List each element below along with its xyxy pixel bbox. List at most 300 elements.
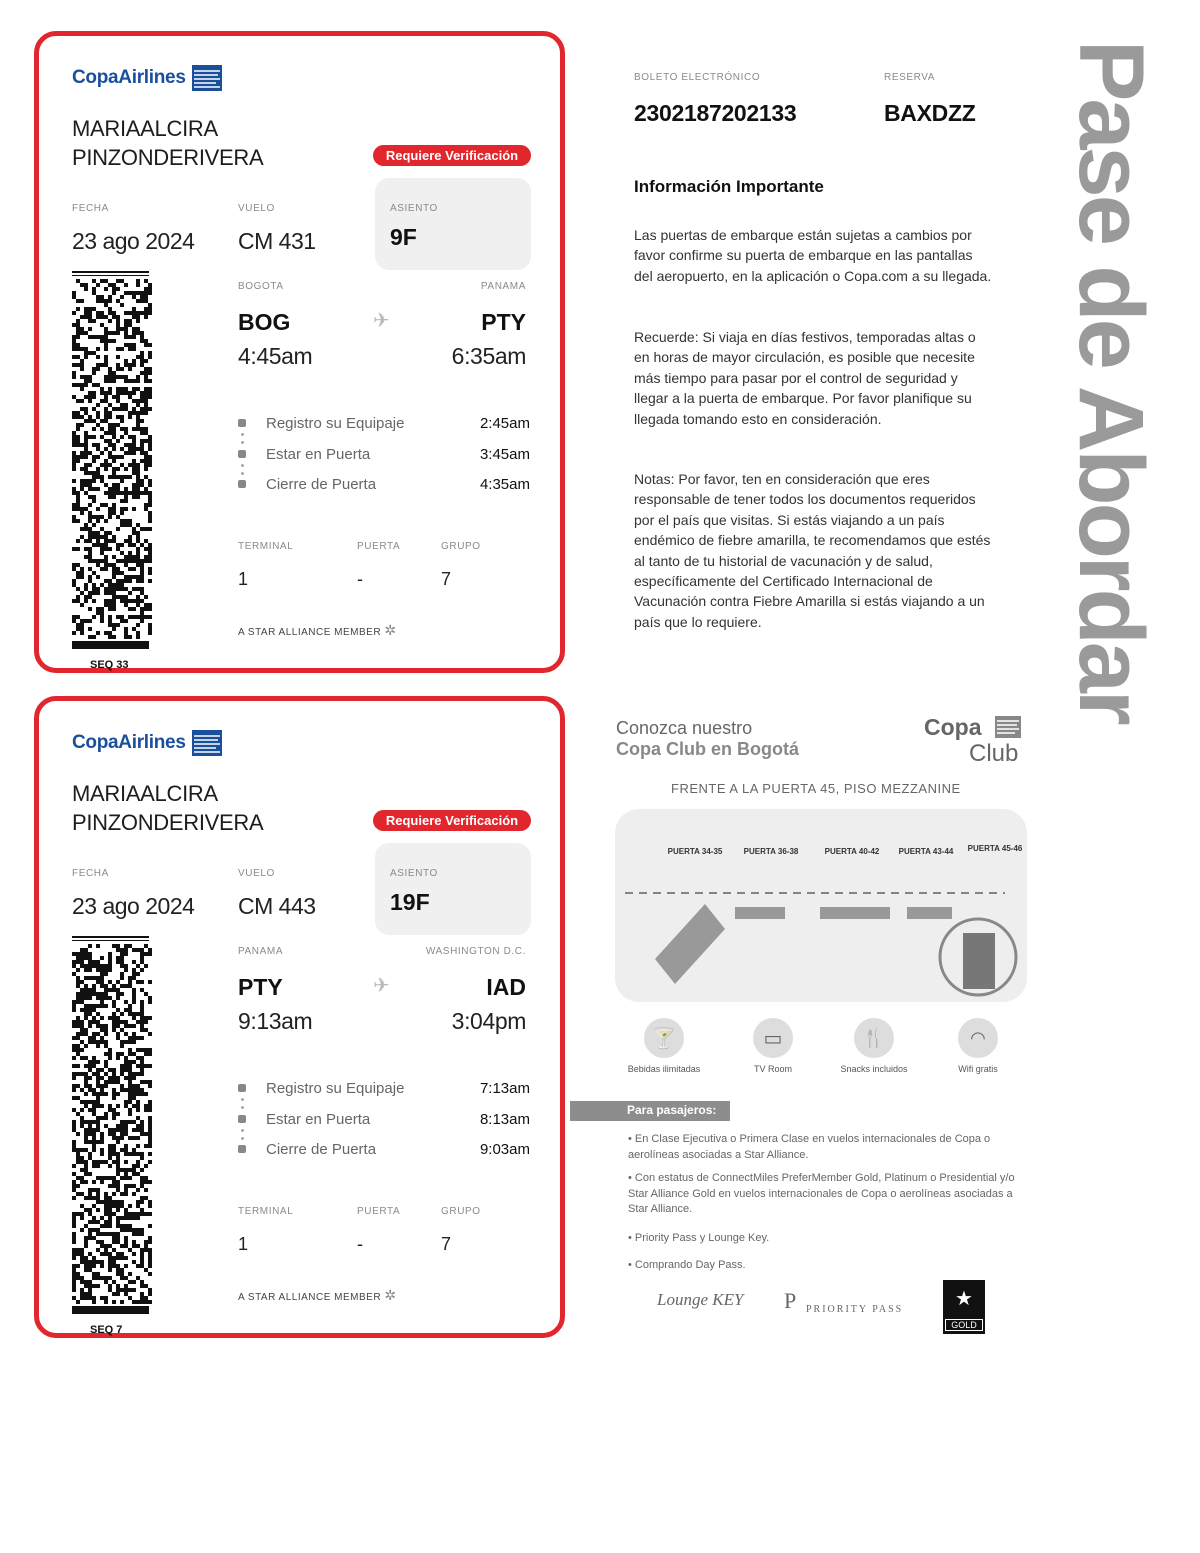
barcode-cell <box>80 443 84 447</box>
barcode-cell <box>84 948 88 952</box>
barcode-cell <box>92 984 96 988</box>
barcode-cell <box>96 1164 100 1168</box>
barcode-cell <box>148 367 152 371</box>
barcode-cell <box>140 355 144 359</box>
barcode-cell <box>88 319 92 323</box>
plane-icon: ✈ <box>373 975 390 997</box>
barcode-cell <box>88 375 92 379</box>
barcode-cell <box>128 976 132 980</box>
barcode-cell <box>104 531 108 535</box>
barcode-cell <box>140 1196 144 1200</box>
terminal-value: 1 <box>238 1234 249 1254</box>
barcode-cell <box>120 1020 124 1024</box>
barcode-cell <box>88 435 92 439</box>
barcode-cell <box>116 355 120 359</box>
barcode-cell <box>120 984 124 988</box>
barcode-cell <box>144 1108 148 1112</box>
barcode-cell <box>112 599 116 603</box>
barcode-cell <box>148 287 152 291</box>
barcode-cell <box>80 1276 84 1280</box>
barcode-cell <box>124 1244 128 1248</box>
group-value: 7 <box>441 1234 452 1254</box>
barcode-cell <box>76 1184 80 1188</box>
barcode-cell <box>96 311 100 315</box>
barcode-cell <box>72 1248 76 1252</box>
barcode-cell <box>72 439 76 443</box>
barcode-cell <box>88 1024 92 1028</box>
barcode-cell <box>116 299 120 303</box>
barcode-cell <box>72 1064 76 1068</box>
barcode-cell <box>128 1080 132 1084</box>
barcode-cell <box>104 399 108 403</box>
barcode-cell <box>116 571 120 575</box>
barcode-band <box>72 936 149 938</box>
barcode-cell <box>84 351 88 355</box>
barcode-cell <box>132 1192 136 1196</box>
barcode-cell <box>80 467 84 471</box>
barcode-cell <box>84 964 88 968</box>
barcode-cell <box>72 339 76 343</box>
barcode-cell <box>120 543 124 547</box>
barcode-cell <box>124 1120 128 1124</box>
barcode-cell <box>124 343 128 347</box>
barcode-cell <box>76 439 80 443</box>
barcode-cell <box>112 1256 116 1260</box>
barcode-cell <box>84 375 88 379</box>
barcode-cell <box>96 1044 100 1048</box>
barcode-cell <box>144 1212 148 1216</box>
barcode-cell <box>96 1092 100 1096</box>
barcode-cell <box>128 615 132 619</box>
barcode-cell <box>80 1024 84 1028</box>
barcode-cell <box>148 1132 152 1136</box>
barcode-cell <box>96 1188 100 1192</box>
barcode-cell <box>136 447 140 451</box>
barcode-cell <box>108 1164 112 1168</box>
barcode-cell <box>148 407 152 411</box>
barcode-cell <box>88 551 92 555</box>
barcode-cell <box>140 451 144 455</box>
barcode-cell <box>104 1032 108 1036</box>
barcode-cell <box>128 1052 132 1056</box>
barcode-cell <box>84 988 88 992</box>
barcode-cell <box>72 1256 76 1260</box>
barcode-cell <box>100 1232 104 1236</box>
timeline-dot <box>238 450 246 458</box>
barcode-cell <box>140 411 144 415</box>
barcode-cell <box>132 507 136 511</box>
barcode-cell <box>128 1092 132 1096</box>
barcode-cell <box>120 1200 124 1204</box>
barcode-cell <box>76 1084 80 1088</box>
barcode-cell <box>92 1016 96 1020</box>
barcode-cell <box>108 1148 112 1152</box>
barcode-cell <box>132 531 136 535</box>
barcode-cell <box>128 1064 132 1068</box>
barcode-cell <box>112 331 116 335</box>
barcode-cell <box>128 599 132 603</box>
barcode-cell <box>120 619 124 623</box>
barcode-cell <box>92 475 96 479</box>
barcode-cell <box>80 623 84 627</box>
barcode-cell <box>92 615 96 619</box>
barcode-cell <box>80 567 84 571</box>
barcode-cell <box>80 1260 84 1264</box>
barcode-cell <box>88 988 92 992</box>
barcode-cell <box>92 499 96 503</box>
barcode-cell <box>120 1064 124 1068</box>
barcode-cell <box>100 1200 104 1204</box>
barcode-cell <box>72 1084 76 1088</box>
barcode-cell <box>140 1264 144 1268</box>
barcode-cell <box>72 952 76 956</box>
barcode-cell <box>88 1036 92 1040</box>
barcode-cell <box>128 1280 132 1284</box>
date-label: FECHA <box>72 203 109 214</box>
barcode-cell <box>132 1136 136 1140</box>
timeline-dot <box>238 1145 246 1153</box>
barcode-cell <box>108 1212 112 1216</box>
gate-label: PUERTA <box>357 541 401 552</box>
barcode-cell <box>136 1216 140 1220</box>
barcode-cell <box>136 1092 140 1096</box>
barcode-cell <box>100 583 104 587</box>
barcode-cell <box>96 611 100 615</box>
barcode-cell <box>104 1220 108 1224</box>
barcode-cell <box>136 587 140 591</box>
barcode-cell <box>104 984 108 988</box>
barcode-cell <box>72 479 76 483</box>
barcode-cell <box>72 411 76 415</box>
verification-badge: Requiere Verificación <box>373 145 531 166</box>
barcode-cell <box>144 1248 148 1252</box>
barcode-cell <box>116 1292 120 1296</box>
barcode-cell <box>124 335 128 339</box>
barcode-cell <box>136 491 140 495</box>
barcode-cell <box>80 451 84 455</box>
barcode-cell <box>144 1164 148 1168</box>
barcode-cell <box>120 1300 124 1304</box>
barcode-cell <box>140 1280 144 1284</box>
barcode-cell <box>116 956 120 960</box>
barcode-cell <box>124 379 128 383</box>
barcode-cell <box>124 587 128 591</box>
barcode-cell <box>108 411 112 415</box>
barcode-cell <box>108 1260 112 1264</box>
barcode-cell <box>144 615 148 619</box>
barcode-cell <box>92 1120 96 1124</box>
barcode-cell <box>128 1084 132 1088</box>
barcode-cell <box>104 1176 108 1180</box>
barcode-cell <box>116 1284 120 1288</box>
barcode-cell <box>148 283 152 287</box>
barcode-cell <box>76 503 80 507</box>
barcode-cell <box>88 1232 92 1236</box>
barcode-cell <box>128 1224 132 1228</box>
barcode-cell <box>108 964 112 968</box>
barcode-cell <box>148 547 152 551</box>
barcode-cell <box>116 996 120 1000</box>
barcode-cell <box>76 1272 80 1276</box>
barcode-cell <box>72 1072 76 1076</box>
barcode-cell <box>132 996 136 1000</box>
barcode-cell <box>124 1212 128 1216</box>
barcode-cell <box>120 956 124 960</box>
barcode-cell <box>128 1108 132 1112</box>
barcode-cell <box>108 495 112 499</box>
barcode-cell <box>140 395 144 399</box>
barcode-cell <box>140 1284 144 1288</box>
barcode-cell <box>136 355 140 359</box>
barcode-cell <box>76 623 80 627</box>
barcode-cell <box>88 327 92 331</box>
barcode-cell <box>132 1212 136 1216</box>
barcode-cell <box>132 575 136 579</box>
barcode-cell <box>76 1044 80 1048</box>
barcode-cell <box>148 1252 152 1256</box>
barcode-cell <box>80 1072 84 1076</box>
barcode-cell <box>132 1184 136 1188</box>
barcode-cell <box>112 471 116 475</box>
barcode-cell <box>148 571 152 575</box>
barcode-cell <box>112 507 116 511</box>
timeline-item: Estar en Puerta 3:45am <box>238 445 530 465</box>
barcode-cell <box>104 439 108 443</box>
barcode-cell <box>132 567 136 571</box>
barcode-cell <box>112 371 116 375</box>
barcode-cell <box>92 992 96 996</box>
barcode-cell <box>124 1152 128 1156</box>
barcode-cell <box>96 591 100 595</box>
barcode-cell <box>112 1088 116 1092</box>
barcode-cell <box>104 1072 108 1076</box>
barcode-cell <box>124 391 128 395</box>
barcode-cell <box>108 463 112 467</box>
barcode-cell <box>148 463 152 467</box>
barcode-cell <box>88 1252 92 1256</box>
barcode-cell <box>100 515 104 519</box>
barcode-cell <box>72 1232 76 1236</box>
barcode-cell <box>76 1212 80 1216</box>
barcode-cell <box>116 319 120 323</box>
barcode-cell <box>92 371 96 375</box>
barcode-cell <box>84 383 88 387</box>
barcode-cell <box>88 1152 92 1156</box>
passenger-name: MARIAALCIRA PINZONDERIVERA <box>72 781 264 835</box>
barcode-cell <box>144 311 148 315</box>
barcode-cell <box>136 423 140 427</box>
barcode-cell <box>140 575 144 579</box>
barcode-cell <box>72 1124 76 1128</box>
barcode-cell <box>108 455 112 459</box>
barcode-cell <box>132 291 136 295</box>
barcode-cell <box>92 1060 96 1064</box>
barcode-cell <box>100 1116 104 1120</box>
barcode-cell <box>144 1244 148 1248</box>
barcode-cell <box>140 359 144 363</box>
barcode-cell <box>112 1080 116 1084</box>
barcode-cell <box>144 467 148 471</box>
barcode-cell <box>112 459 116 463</box>
barcode-cell <box>72 383 76 387</box>
barcode-cell <box>72 455 76 459</box>
barcode-cell <box>132 1148 136 1152</box>
seat-label: ASIENTO <box>390 203 438 214</box>
barcode-cell <box>144 339 148 343</box>
barcode-cell <box>96 487 100 491</box>
barcode-cell <box>120 1120 124 1124</box>
barcode-cell <box>104 1252 108 1256</box>
barcode-cell <box>108 379 112 383</box>
barcode-cell <box>96 1228 100 1232</box>
barcode-cell <box>104 331 108 335</box>
barcode-cell <box>88 992 92 996</box>
barcode-cell <box>112 535 116 539</box>
barcode-cell <box>100 1260 104 1264</box>
barcode-cell <box>112 1004 116 1008</box>
barcode-cell <box>96 367 100 371</box>
barcode-cell <box>116 1164 120 1168</box>
star-alliance-icon: ✲ <box>384 1287 397 1303</box>
barcode-cell <box>96 968 100 972</box>
barcode-cell <box>140 1168 144 1172</box>
barcode-cell <box>76 587 80 591</box>
barcode-cell <box>128 451 132 455</box>
barcode-cell <box>88 1284 92 1288</box>
barcode-cell <box>112 591 116 595</box>
barcode-cell <box>88 535 92 539</box>
star-alliance-icon: ✲ <box>384 622 397 638</box>
barcode-cell <box>144 475 148 479</box>
barcode-cell <box>136 299 140 303</box>
barcode-cell <box>76 1156 80 1160</box>
barcode-cell <box>108 968 112 972</box>
barcode-cell <box>120 347 124 351</box>
barcode-cell <box>124 1100 128 1104</box>
barcode-cell <box>148 1124 152 1128</box>
barcode-cell <box>116 1032 120 1036</box>
barcode-cell <box>92 559 96 563</box>
barcode-cell <box>136 531 140 535</box>
barcode-cell <box>148 996 152 1000</box>
barcode-cell <box>116 1220 120 1224</box>
barcode-cell <box>120 964 124 968</box>
barcode-cell <box>112 1000 116 1004</box>
barcode-cell <box>84 507 88 511</box>
barcode-cell <box>84 1012 88 1016</box>
barcode-cell <box>80 956 84 960</box>
barcode-cell <box>108 295 112 299</box>
barcode-cell <box>96 1160 100 1164</box>
barcode-cell <box>136 1152 140 1156</box>
barcode-cell <box>124 559 128 563</box>
barcode-cell <box>132 960 136 964</box>
barcode-cell <box>112 407 116 411</box>
barcode-cell <box>116 547 120 551</box>
barcode-cell <box>88 1260 92 1264</box>
barcode-cell <box>124 539 128 543</box>
barcode-cell <box>72 335 76 339</box>
barcode-cell <box>108 403 112 407</box>
barcode-cell <box>124 1020 128 1024</box>
barcode-cell <box>140 559 144 563</box>
barcode-cell <box>108 299 112 303</box>
barcode-cell <box>84 1072 88 1076</box>
barcode-cell <box>112 1028 116 1032</box>
copa-emblem-icon <box>190 63 224 93</box>
barcode-cell <box>112 944 116 948</box>
barcode-cell <box>72 1020 76 1024</box>
barcode-cell <box>80 399 84 403</box>
barcode-cell <box>72 1288 76 1292</box>
barcode-cell <box>88 463 92 467</box>
barcode-cell <box>124 599 128 603</box>
barcode-cell <box>108 1176 112 1180</box>
barcode-cell <box>132 327 136 331</box>
barcode-cell <box>88 495 92 499</box>
barcode-cell <box>116 315 120 319</box>
barcode-cell <box>92 1132 96 1136</box>
barcode-cell <box>116 1180 120 1184</box>
barcode-cell <box>100 976 104 980</box>
barcode-cell <box>92 319 96 323</box>
barcode-cell <box>132 315 136 319</box>
barcode-cell <box>76 519 80 523</box>
barcode-cell <box>88 395 92 399</box>
ticket-number: 2302187202133 <box>634 100 797 126</box>
barcode-cell <box>92 543 96 547</box>
barcode-cell <box>132 1152 136 1156</box>
barcode-cell <box>144 295 148 299</box>
barcode-cell <box>132 1060 136 1064</box>
barcode-cell <box>76 423 80 427</box>
barcode-cell <box>140 1292 144 1296</box>
barcode-cell <box>124 1040 128 1044</box>
barcode-cell <box>124 1240 128 1244</box>
barcode-cell <box>148 579 152 583</box>
barcode-cell <box>112 447 116 451</box>
barcode-cell <box>96 515 100 519</box>
barcode-cell <box>100 1264 104 1268</box>
barcode-cell <box>100 1028 104 1032</box>
barcode-cell <box>148 1104 152 1108</box>
barcode-cell <box>140 1028 144 1032</box>
barcode-cell <box>84 1076 88 1080</box>
barcode-cell <box>120 1072 124 1076</box>
barcode-cell <box>100 323 104 327</box>
barcode-cell <box>124 1000 128 1004</box>
barcode-cell <box>124 1024 128 1028</box>
barcode-cell <box>80 1116 84 1120</box>
barcode-cell <box>132 407 136 411</box>
barcode-cell <box>104 1112 108 1116</box>
barcode-cell <box>96 1176 100 1180</box>
destination-code: IAD <box>486 974 526 1000</box>
info-paragraph-notes: Notas: Por favor, ten en consideración que eres responsable de tener todos los documentos requeridos por el país que visitas. Si estás viajando a un país endémico de fiebre amarilla, te recomendamos que estés al tanto de tu historial de vacunación y de salud, específicamente del Certificado Internacional de Vacunación contra Fiebre Amarilla si estás viajando a un país que lo requiere. <box>634 471 991 630</box>
barcode-cell <box>76 1024 80 1028</box>
barcode-cell <box>144 964 148 968</box>
barcode-cell <box>72 964 76 968</box>
barcode-cell <box>76 960 80 964</box>
barcode-cell <box>84 619 88 623</box>
priority-pass-logo: PRIORITY PASS <box>806 1304 904 1315</box>
barcode-cell <box>120 327 124 331</box>
barcode-cell <box>108 587 112 591</box>
barcode-cell <box>116 399 120 403</box>
barcode-cell <box>136 427 140 431</box>
barcode-cell <box>128 347 132 351</box>
timeline-dot <box>238 1115 246 1123</box>
